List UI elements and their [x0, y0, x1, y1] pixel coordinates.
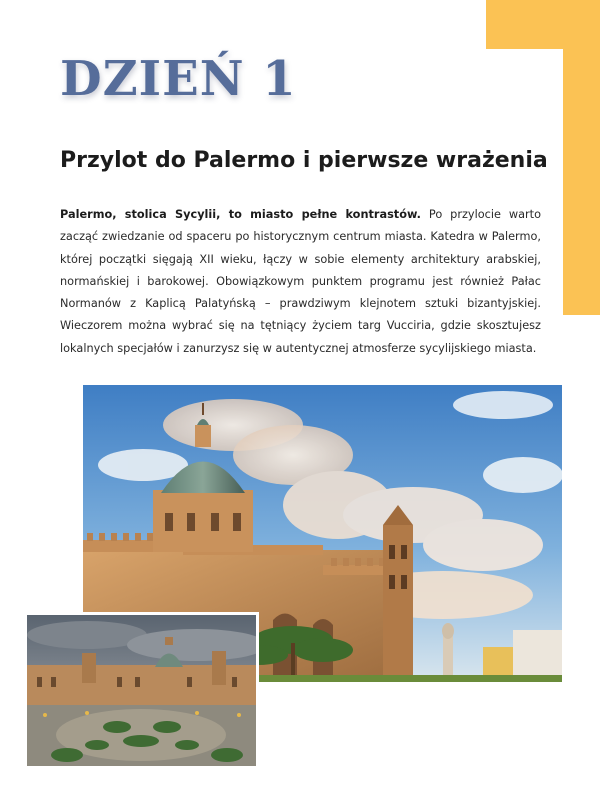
body-paragraph [60, 204, 541, 360]
cathedral-square-photo [24, 612, 259, 769]
body-text: Po przylocie warto zacząć zwiedzanie od spaceru po historycznym centrum miasta. Katedra w Palermo, której początki sięgają XII wieku, łączy w sobie elementy architektury arabskiej, normańskiej i barokowej. Obowiązkowym punktem programu jest również Pałac Normanów z Kaplicą Palatyńską – prawdziwym klejnotem sztuki bizantyjskiej. Wieczorem można wybrać się na tętniący życiem targ Vucciria, gdzie skosztujesz lokalnych specjałów i zanurzysz się w autentycznej atmosferze sycylijskiego miasta. [60, 208, 541, 355]
intro-bold: Palermo, stolica Sycylii, to miasto pełne kontrastów. [60, 208, 421, 221]
page-subtitle: Przylot do Palermo i pierwsze wrażenia [60, 148, 548, 173]
day-title: DZIEŃ 1 [60, 51, 297, 107]
